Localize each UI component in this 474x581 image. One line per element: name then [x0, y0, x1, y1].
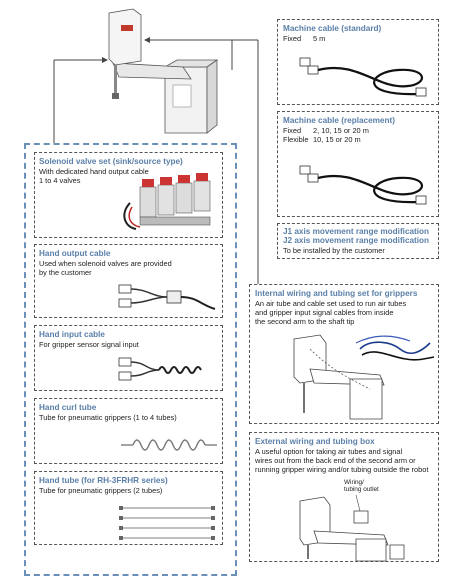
external-desc-1: A useful option for taking air tubes and signal — [255, 447, 403, 456]
external-desc-2: wires out from the back end of the second arm or — [255, 456, 416, 465]
internal-title: Internal wiring and tubing set for grippers — [255, 289, 418, 298]
solenoid-line-1: With dedicated hand output cable — [39, 167, 149, 176]
hand-tube-image — [117, 502, 217, 542]
solenoid-valve-image — [120, 173, 220, 237]
hand-tube-desc: Tube for pneumatic grippers (2 tubes) — [39, 486, 163, 495]
internal-desc-2: and gripper input signal cables from inside — [255, 308, 394, 317]
machine-std-title: Machine cable (standard) — [283, 24, 382, 33]
j2-axis-title: J2 axis movement range modification — [283, 236, 430, 245]
solenoid-valve-box — [34, 152, 223, 238]
hand-output-cable-image — [117, 279, 217, 315]
external-desc-3: running gripper wiring and/or tubing outside the robot — [255, 465, 429, 474]
machine-repl-row-flexible: Flexible 10, 15 or 20 m — [283, 135, 361, 144]
internal-wiring-box — [249, 284, 439, 424]
solenoid-title: Solenoid valve set (sink/source type) — [39, 157, 183, 166]
hand-input-cable-image — [117, 352, 217, 388]
wiring-outlet-callout-2: tubing outlet — [344, 486, 379, 493]
hand-input-title: Hand input cable — [39, 330, 105, 339]
hand-output-desc-2: by the customer — [39, 268, 92, 277]
solenoid-line-2: 1 to 4 valves — [39, 176, 81, 185]
machine-repl-row-fixed: Fixed 2, 10, 15 or 20 m — [283, 126, 369, 135]
hand-input-desc: For gripper sensor signal input — [39, 340, 139, 349]
hand-output-title: Hand output cable — [39, 249, 111, 258]
internal-desc-3: the second arm to the shaft tip — [255, 317, 355, 326]
machine-cable-replacement-image — [298, 158, 436, 212]
machine-std-row: Fixed 5 m — [283, 34, 326, 43]
wiring-outlet-callout-1: Wiring/ — [344, 479, 364, 486]
machine-cable-standard-image — [298, 50, 436, 102]
j1-axis-title: J1 axis movement range modification — [283, 227, 430, 236]
machine-cable-replacement-box — [277, 111, 439, 217]
internal-wiring-image — [290, 329, 438, 421]
external-wiring-image — [290, 489, 438, 561]
external-wiring-box — [249, 432, 439, 562]
j-axis-modification-box — [277, 223, 439, 259]
hand-tube-box — [34, 471, 223, 545]
j-axis-desc: To be installed by the customer — [283, 246, 385, 255]
hand-curl-title: Hand curl tube — [39, 403, 97, 412]
hand-curl-tube-box — [34, 398, 223, 464]
hand-input-cable-box — [34, 325, 223, 391]
hand-curl-desc: Tube for pneumatic grippers (1 to 4 tubes) — [39, 413, 177, 422]
internal-desc-1: An air tube and cable set used to run air tubes — [255, 299, 407, 308]
hand-output-desc-1: Used when solenoid valves are provided — [39, 259, 172, 268]
hand-curl-tube-image — [119, 431, 219, 459]
external-title: External wiring and tubing box — [255, 437, 375, 446]
hand-tube-title: Hand tube (for RH-3FRHR series) — [39, 476, 168, 485]
hand-output-cable-box — [34, 244, 223, 318]
machine-repl-title: Machine cable (replacement) — [283, 116, 395, 125]
machine-cable-standard-box — [277, 19, 439, 105]
